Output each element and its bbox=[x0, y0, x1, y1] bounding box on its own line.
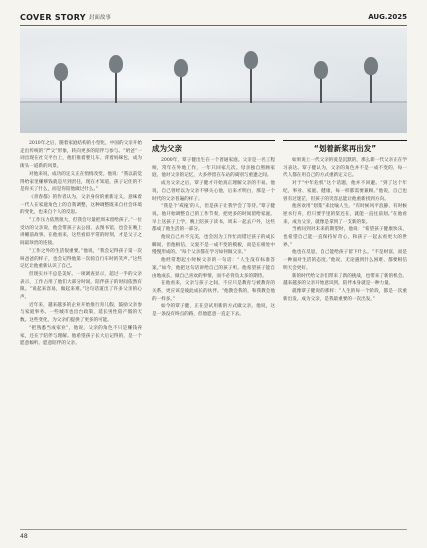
article-column-right bbox=[283, 140, 407, 303]
paragraph: “我是个‘戒拖’的人，但是孩子让我学会了等待。”覃子健说。他开始调整自己的工作节奏，把更多的时间留给家庭。早上送孩子上学，晚上陪孩子读书，周末一起去户外，这些都成了他生活的一部分。 bbox=[152, 204, 275, 233]
paragraph: 近年来，越来越多的企业开始推行育儿假，鼓励父亲参与家庭事务。一些城市也出台政策，延长男性陪产假的天数。这些变化，为父亲们提供了更多的可能。 bbox=[20, 302, 142, 324]
paragraph: 当被问到对未来的期望时，他说：“希望孩子健康快乐，也希望自己能一直保持好奇心，和孩子一起去看更大的世界。” bbox=[283, 227, 407, 248]
paragraph: “工作之外的生活很重要。”他说，“我会记得孩子第一次叫爸爸的样子，也会记得他第一次骑自行车时的笑声。”这些记忆让他重新认识了自己。 bbox=[20, 248, 142, 270]
tree bbox=[370, 75, 372, 103]
tree bbox=[320, 79, 322, 103]
paragraph: 如今的覃子健，正在尝试用新的方式做父亲。他说，这是一条没有终点的路，但他愿意一直走下去。 bbox=[152, 304, 275, 318]
paragraph: 2010年之后，随着家庭结构的小型化，中国的父亲开始走出传统的“严父”形象，转向更多的陪伴与参与。“奶爸”一词出现在社交平台上，他们推着婴儿车、背着妈咪包，成为街头一道新的风景。 bbox=[20, 141, 142, 170]
section-label: 封面故事 bbox=[88, 15, 111, 21]
paragraph: “把熟悉当成家业”，他说，父亲的角色不只是赚钱养家，还在于陪伴与理解。他希望孩子长大后记得的，是一个愿意倾听、愿意陪伴的父亲。 bbox=[20, 325, 142, 347]
paragraph: 他也在反思，自己能给孩子留下什么。“不是财富，而是一种面对生活的态度。”他说，无论遇到什么困难，都要相信明天会更好。 bbox=[283, 250, 407, 271]
sky-haze bbox=[20, 28, 407, 98]
paragraph: 《青春都》的作者认为，父亲身份的重新定义，意味着一代人在家庭角色上的自我调整，这种调整既来自社会环境的变化，也来自个人的反思。 bbox=[20, 194, 142, 216]
paragraph: 2000年，覃子健出生在一个普通家庭。父亲是一名工程师，常年在外地工作，一年只回家几次。母亲独自照顾家庭，他对父亲的记忆，大多停留在车站的离别与重逢之间。 bbox=[152, 158, 275, 179]
paragraph: 就像覃子健说的那样：“人生的每一个阶段，都是一次重新出发。成为父亲，是我最重要的一次出发。” bbox=[283, 288, 407, 302]
header-rule bbox=[20, 25, 407, 26]
paragraph: 他喜欢用“划桨”来比喻人生。“有时候风平浪静，有时候逆水行舟，但只要手里的桨还在，就能一直往前划。”在他看来，成为父亲，就像是拿到了一支新的桨。 bbox=[283, 204, 407, 225]
section-heading: 成为父亲 bbox=[152, 140, 275, 154]
paragraph: 对于“中年危机”这个话题，他并不回避。“到了这个年纪，事业、家庭、健康，每一样都需要兼顾。”他说，自己也曾有过迷茫，但孩子的笑容总能让他重新找到方向。 bbox=[283, 181, 407, 202]
tree bbox=[60, 81, 62, 103]
paragraph: 但现实并不总是美好。一项调查显示，超过一半的父亲表示，工作占用了他们大部分时间，陪伴孩子的时间依然有限。“说起来容易，做起来难。”这句话道出了许多父亲的心声。 bbox=[20, 271, 142, 301]
page-header bbox=[20, 10, 407, 24]
paragraph: 如果说上一代父亲的爱是沉默的，那么新一代父亲正在学习表达。覃子健认为，父亲的角色并不是一成不变的，每一代人都在用自己的方式重新定义它。 bbox=[283, 158, 407, 179]
footer-rule bbox=[20, 529, 407, 530]
magazine-masthead bbox=[20, 13, 111, 22]
magazine-title: COVER STORY bbox=[20, 12, 86, 22]
issue-date: AUG.2025 bbox=[368, 13, 407, 21]
page-number: 48 bbox=[20, 533, 28, 540]
paragraph: 成为父亲之后，覃子健才开始真正理解父亲的不易。他说，自己曾经以为父亲不够关心他，后来才明白，那是一个时代的父亲普遍的样子。 bbox=[152, 181, 275, 202]
tree bbox=[250, 69, 252, 103]
paragraph: 他经常想起小时候父亲的一句话：“人生没有标准答案。”如今，他把这句话讲给自己的孩子听。他希望孩子能自由地成长，做自己喜欢的事情，而不必背负太多的期待。 bbox=[152, 258, 275, 279]
paragraph: 新的时代给父亲们带来了新的挑战，也带来了新的机会。越来越多的父亲开始意识到，陪伴本身就是一种力量。 bbox=[283, 273, 407, 287]
landscape-photo bbox=[20, 28, 407, 133]
tree bbox=[180, 77, 182, 103]
section-heading: “划着新桨再出发” bbox=[283, 140, 407, 154]
article-column-middle bbox=[152, 140, 275, 319]
article-column-left bbox=[20, 140, 142, 348]
paragraph: “工作压力依然很大，但我会尽量把周末留给孩子。”一位受访的父亲说，他会带孩子去公园、去图书馆，也会在晚上讲睡前故事。在他看来，这些看似平常的时刻，才是父子之间最珍贵的连接。 bbox=[20, 218, 142, 247]
lake-water bbox=[20, 103, 407, 133]
tree bbox=[115, 73, 117, 103]
paragraph: 在他看来，父亲与孩子之间，不应只是教育与被教育的关系，更应该是彼此成长的伙伴。“他教会我的，和我教会他的一样多。” bbox=[152, 281, 275, 302]
paragraph: 对他来说，成功的定义正在悄悄改变。他说：“我以前觉得给家里赚够钱就是尽到责任，现在才知道，孩子记住的不是你买了什么，而是你陪他做过什么。” bbox=[20, 171, 142, 193]
paragraph: 他说自己并不完美，也会因为工作忙而错过孩子的成长瞬间，但他相信，父爱不是一成不变的模板，而是在相处中慢慢形成的。“每个父亲都在学习如何做父亲。” bbox=[152, 235, 275, 256]
